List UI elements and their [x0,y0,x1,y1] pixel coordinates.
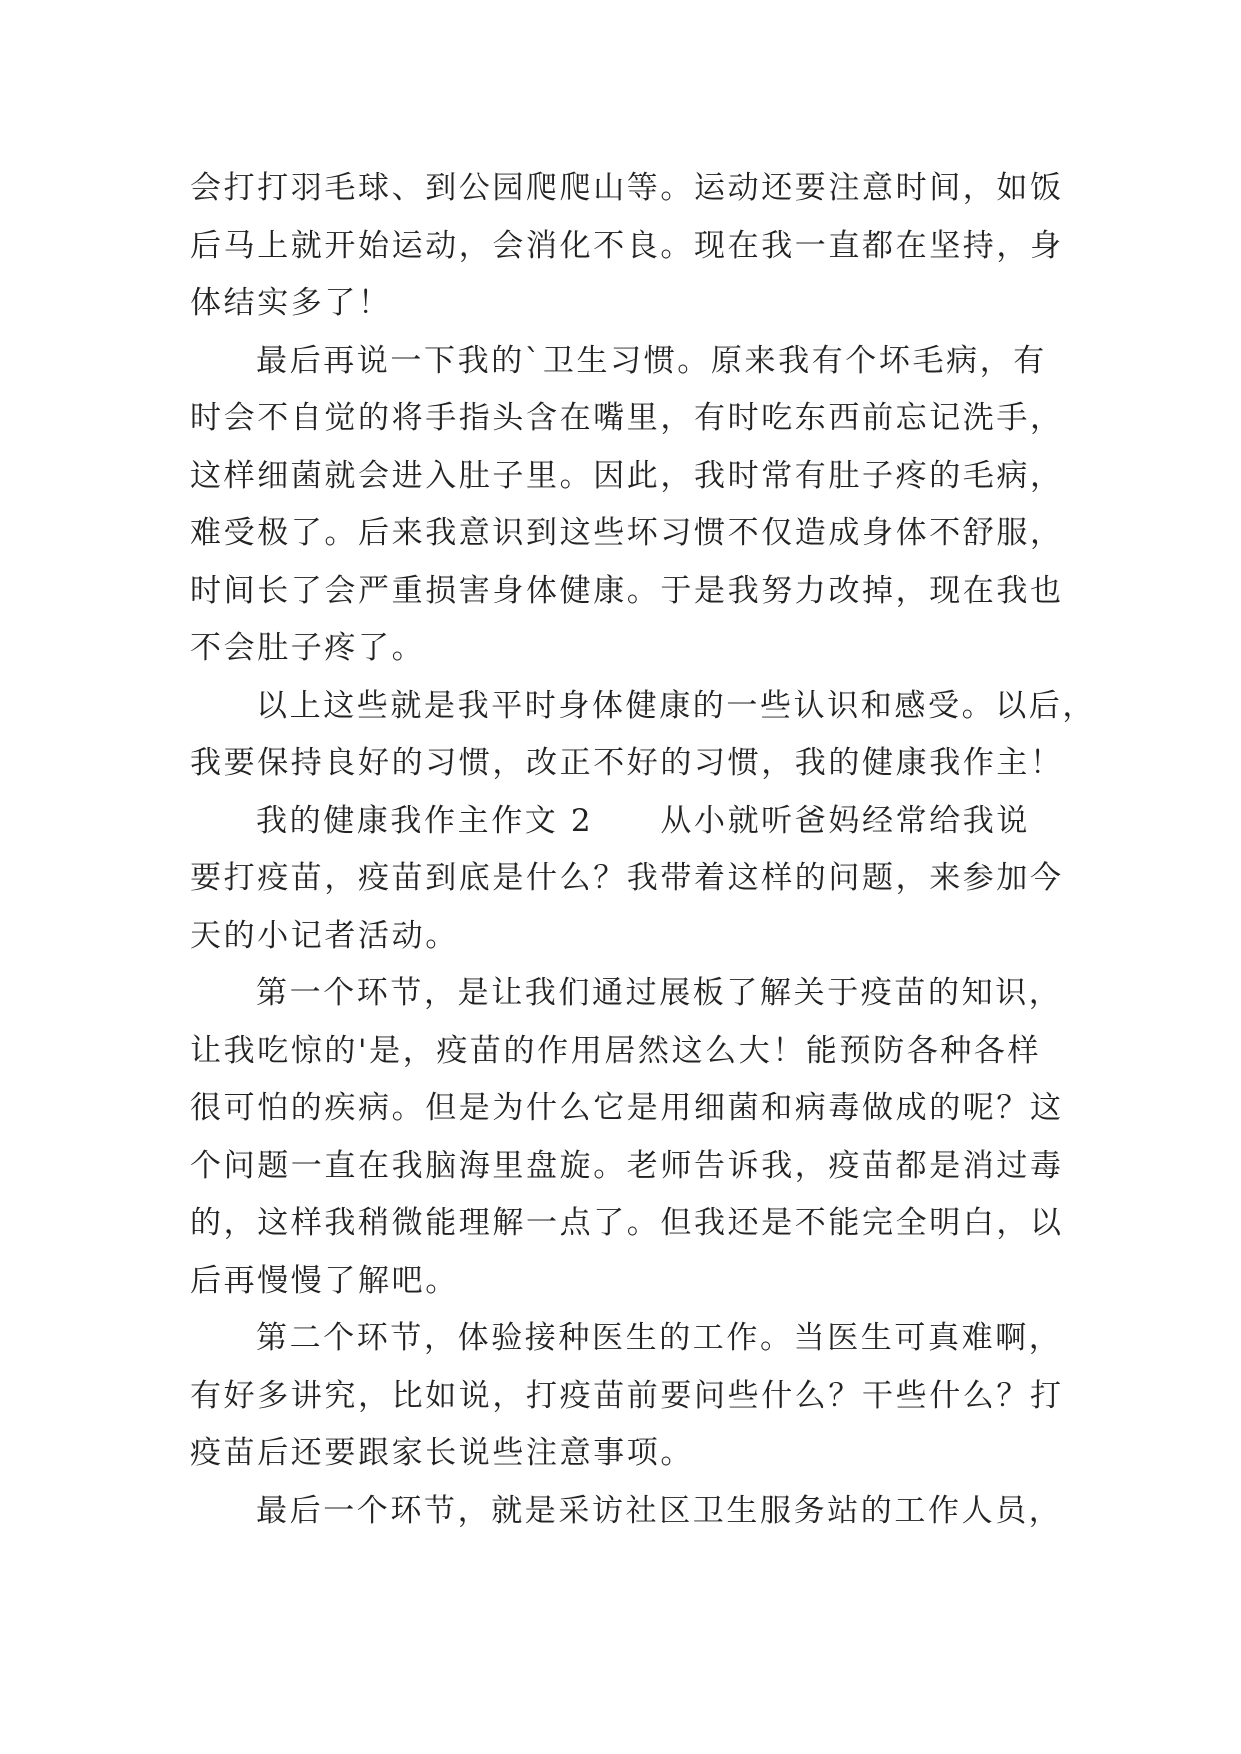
text-line: 我要保持良好的习惯，改正不好的习惯，我的健康我作主！ [190,745,1064,781]
text-line: 后马上就开始运动，会消化不良。现在我一直都在坚持，身 [190,227,1064,264]
text-line: 时会不自觉的将手指头含在嘴里，有时吃东西前忘记洗手， [190,400,1064,436]
document-body [190,160,1096,1540]
text-line: 疫苗后还要跟家长说些注意事项。 [190,1435,694,1471]
text-line: 让我吃惊的'是，疫苗的作用居然这么大！能预防各种各样 [190,1032,1042,1069]
text-line: 后再慢慢了解吧。 [190,1262,459,1299]
essay-title-line: 我的健康我作主作文 2 从小就听爸妈经常给我说 [256,802,1030,839]
text-line: 要打疫苗，疫苗到底是什么？我带着这样的问题，来参加今 [190,860,1064,896]
paragraph-start-line: 第一个环节，是让我们通过展板了解关于疫苗的知识， [256,975,1063,1011]
text-line: 难受极了。后来我意识到这些坏习惯不仅造成身体不舒服， [190,515,1064,551]
text-line: 很可怕的疾病。但是为什么它是用细菌和病毒做成的呢？这 [190,1090,1064,1126]
paragraph-start-line: 最后再说一下我的`卫生习惯。原来我有个坏毛病，有 [256,342,1047,379]
text-line: 有好多讲究，比如说，打疫苗前要问些什么？干些什么？打 [190,1377,1064,1414]
text-line: 的，这样我稍微能理解一点了。但我还是不能完全明白，以 [190,1205,1064,1241]
text-line: 体结实多了！ [190,285,392,321]
text-line: 时间长了会严重损害身体健康。于是我努力改掉，现在我也 [190,572,1064,609]
paragraph-start-line: 以上这些就是我平时身体健康的一些认识和感受。以后， [256,687,1096,724]
text-line: 天的小记者活动。 [190,917,459,954]
text-line: 会打打羽毛球、到公园爬爬山等。运动还要注意时间，如饭 [190,170,1064,206]
text-line: 个问题一直在我脑海里盘旋。老师告诉我，疫苗都是消过毒 [190,1147,1064,1184]
paragraph-start-line: 第二个环节，体验接种医生的工作。当医生可真难啊， [256,1320,1063,1356]
text-line: 这样细菌就会进入肚子里。因此，我时常有肚子疼的毛病， [190,457,1064,494]
paragraph-start-line: 最后一个环节，就是采访社区卫生服务站的工作人员， [256,1492,1063,1529]
text-line: 不会肚子疼了。 [190,630,426,666]
